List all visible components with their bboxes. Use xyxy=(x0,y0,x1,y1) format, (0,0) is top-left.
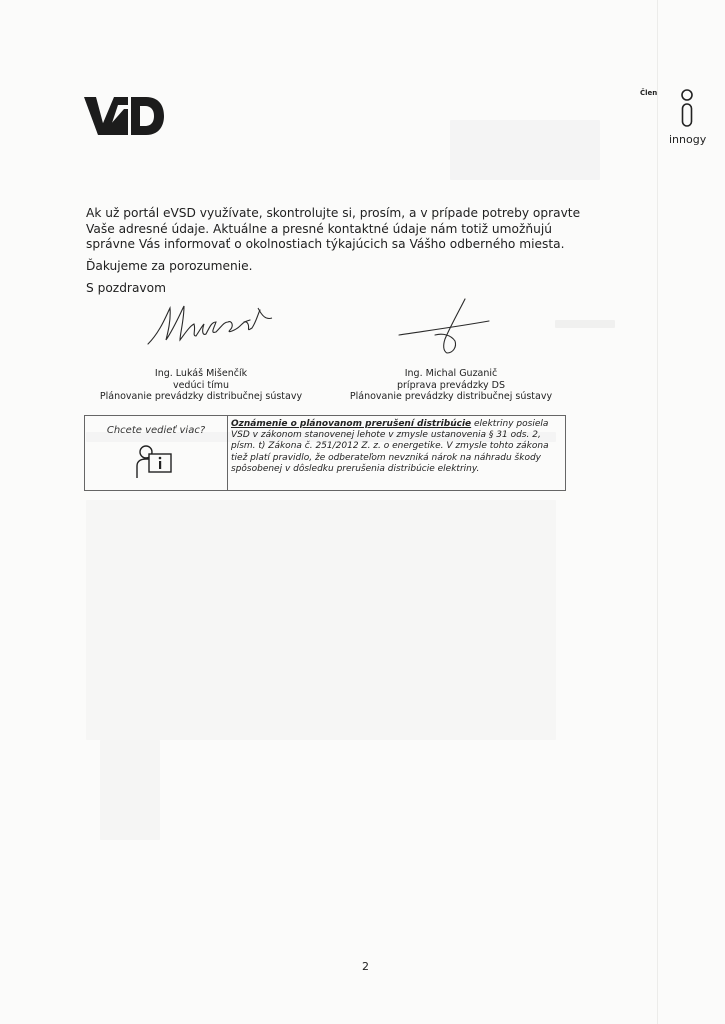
page-number: 2 xyxy=(362,960,369,973)
partner-name: innogy xyxy=(669,133,707,146)
info-box-divider xyxy=(227,416,228,490)
signatory-right xyxy=(340,368,562,403)
info-body: elektriny posiela VSD v zákonom stanovenej lehote v zmysle ustanovenia § 31 ods. 2, písm. t) Zákona č. 251/2012 Z. z. o energetike. V zmysle tohto zákona tiež platí pravidlo, že odberateľom nevzniká nárok na náhradu škody spôsobenej v dôsledku prerušenia distribúcie elektriny. xyxy=(231,419,549,474)
signatory-department: Plánovanie prevádzky distribučnej sústavy xyxy=(99,391,303,402)
bleed-through xyxy=(100,740,160,840)
body-paragraph: Ak už portál eVSD využívate, skontrolujte si, prosím, a v prípade potreby opravte Vaše adresné údaje. Aktuálne a presné kontaktné údaje nám totiž umožňujú správne Vás informovať o okolnostiach týkajúcich sa Vášho odberného miesta. xyxy=(86,206,581,251)
member-badge xyxy=(617,85,717,155)
signatory-department: Plánovanie prevádzky distribučnej sústavy xyxy=(349,391,553,402)
vsd-logo xyxy=(84,95,164,137)
signatory-role: vedúci tímu xyxy=(172,379,230,391)
bleed-through xyxy=(86,500,556,740)
signatory-name: Ing. Michal Guzanič xyxy=(404,368,498,379)
info-box xyxy=(84,415,566,491)
innogy-mark-icon xyxy=(679,88,695,128)
signatory-name: Ing. Lukáš Mišenčík xyxy=(154,368,248,379)
info-text xyxy=(231,419,563,475)
signature-image xyxy=(395,295,495,360)
info-question: Chcete vedieť viac? xyxy=(106,425,206,436)
signatory-left xyxy=(90,368,312,403)
bleed-through xyxy=(555,320,615,328)
bleed-through xyxy=(450,120,600,180)
thanks-line: Ďakujeme za porozumenie. xyxy=(86,259,253,273)
person-info-icon xyxy=(135,444,173,480)
member-label: Člen xyxy=(640,89,658,97)
signature-image xyxy=(140,296,285,352)
info-title: Oznámenie o plánovanom prerušení distribúcie xyxy=(231,419,472,429)
signatory-role: príprava prevádzky DS xyxy=(397,379,505,391)
closing-line: S pozdravom xyxy=(86,281,166,295)
